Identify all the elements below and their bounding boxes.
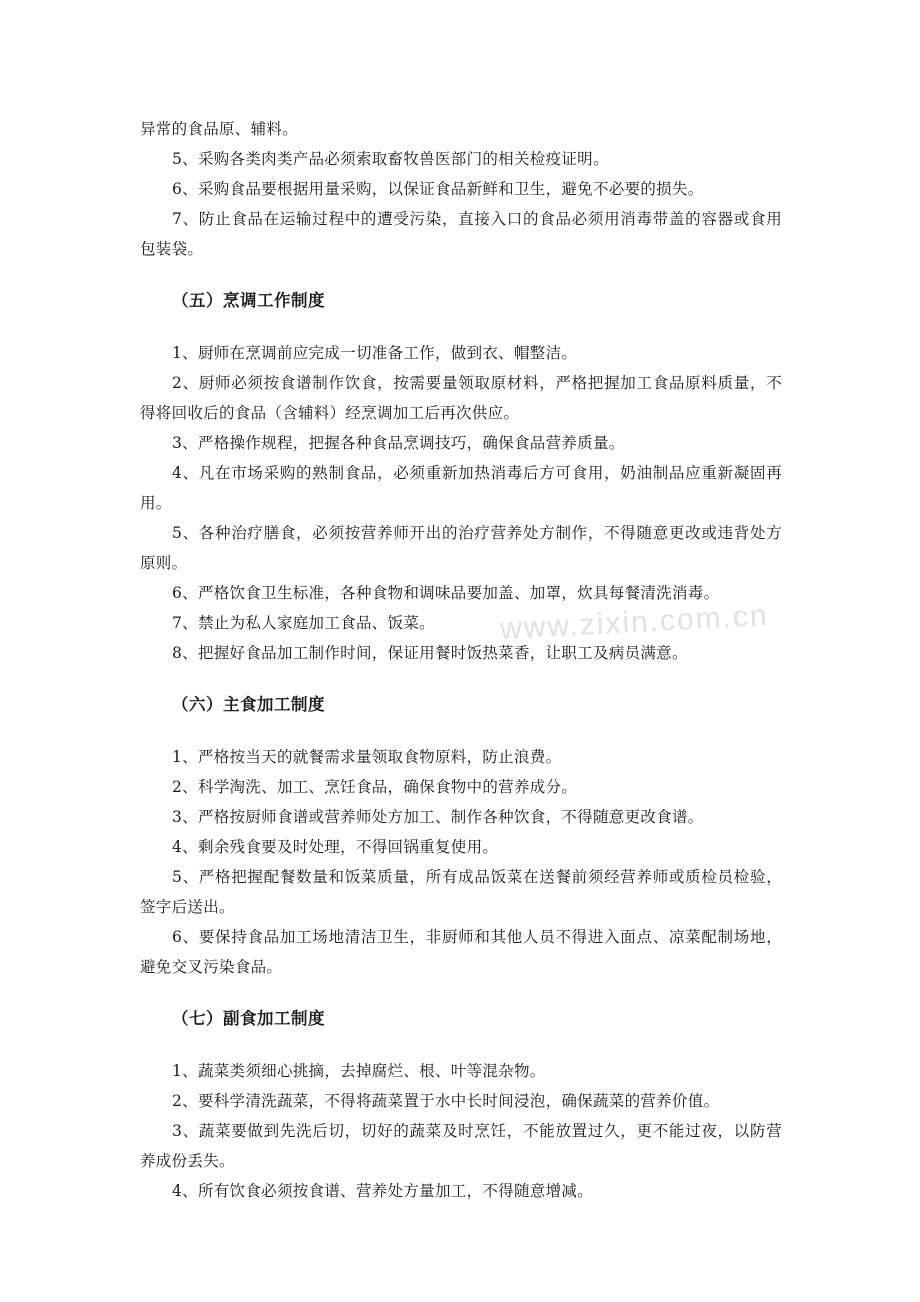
lead-paragraph: 异常的食品原、辅料。: [140, 120, 299, 138]
section5-item-4: 4、凡在市场采购的熟制食品，必须重新加热消毒后方可食用，奶油制品应重新凝固再用。: [140, 464, 782, 512]
section4-item-6: 6、采购食品要根据用量采购，以保证食品新鲜和卫生，避免不必要的损失。: [172, 180, 704, 198]
section4-item-5: 5、采购各类肉类产品必须索取畜牧兽医部门的相关检疫证明。: [172, 150, 609, 168]
section5-item-7: 7、禁止为私人家庭加工食品、饭菜。: [172, 614, 435, 632]
section6-item-5: 5、严格把握配餐数量和饭菜质量，所有成品饭菜在送餐前须经营养师或质检员检验，签字后送出。: [140, 868, 782, 916]
section7-item-3: 3、蔬菜要做到先洗后切，切好的蔬菜及时烹饪，不能放置过久，更不能过夜，以防营养成份丢失。: [140, 1122, 782, 1170]
section5-heading: （五）烹调工作制度: [172, 291, 325, 310]
document-page: [140, 114, 782, 1206]
section7-item-4: 4、所有饮食必须按食谱、营养处方量加工，不得随意增减。: [172, 1182, 593, 1200]
section6-heading: （六）主食加工制度: [172, 695, 325, 714]
section5-item-2: 2、厨师必须按食谱制作饮食，按需要量领取原材料，严格把握加工食品原料质量，不得将回收后的食品（含辅料）经烹调加工后再次供应。: [140, 374, 782, 422]
section5-item-5: 5、各种治疗膳食，必须按营养师开出的治疗营养处方制作，不得随意更改或违背处方原则。: [140, 524, 782, 572]
section7-heading: （七）副食加工制度: [172, 1009, 325, 1028]
section7-item-2: 2、要科学清洗蔬菜，不得将蔬菜置于水中长时间浸泡，确保蔬菜的营养价值。: [172, 1092, 720, 1110]
section5-item-1: 1、厨师在烹调前应完成一切准备工作，做到衣、帽整洁。: [172, 344, 578, 362]
section7-item-1: 1、蔬菜类须细心挑摘，去掉腐烂、根、叶等混杂物。: [172, 1062, 546, 1080]
section5-item-6: 6、严格饮食卫生标准，各种食物和调味品要加盖、加罩，炊具每餐清洗消毒。: [172, 584, 720, 602]
section6-item-6: 6、要保持食品加工场地清洁卫生，非厨师和其他人员不得进入面点、凉菜配制场地，避免交叉污染食品。: [140, 928, 782, 976]
section6-item-1: 1、严格按当天的就餐需求量领取食物原料，防止浪费。: [172, 748, 562, 766]
section6-item-3: 3、严格按厨师食谱或营养师处方加工、制作各种饮食，不得随意更改食谱。: [172, 808, 704, 826]
section5-item-8: 8、把握好食品加工制作时间，保证用餐时饭热菜香，让职工及病员满意。: [172, 644, 688, 662]
watermark: www.zixin.com.cn: [499, 598, 770, 647]
section5-item-3: 3、严格操作规程，把握各种食品烹调技巧，确保食品营养质量。: [172, 434, 625, 452]
section4-item-7: 7、防止食品在运输过程中的遭受污染，直接入口的食品必须用消毒带盖的容器或食用包装袋。: [140, 210, 782, 258]
section6-item-4: 4、剩余残食要及时处理，不得回锅重复使用。: [172, 838, 499, 856]
section6-item-2: 2、科学淘洗、加工、烹饪食品，确保食物中的营养成分。: [172, 778, 578, 796]
